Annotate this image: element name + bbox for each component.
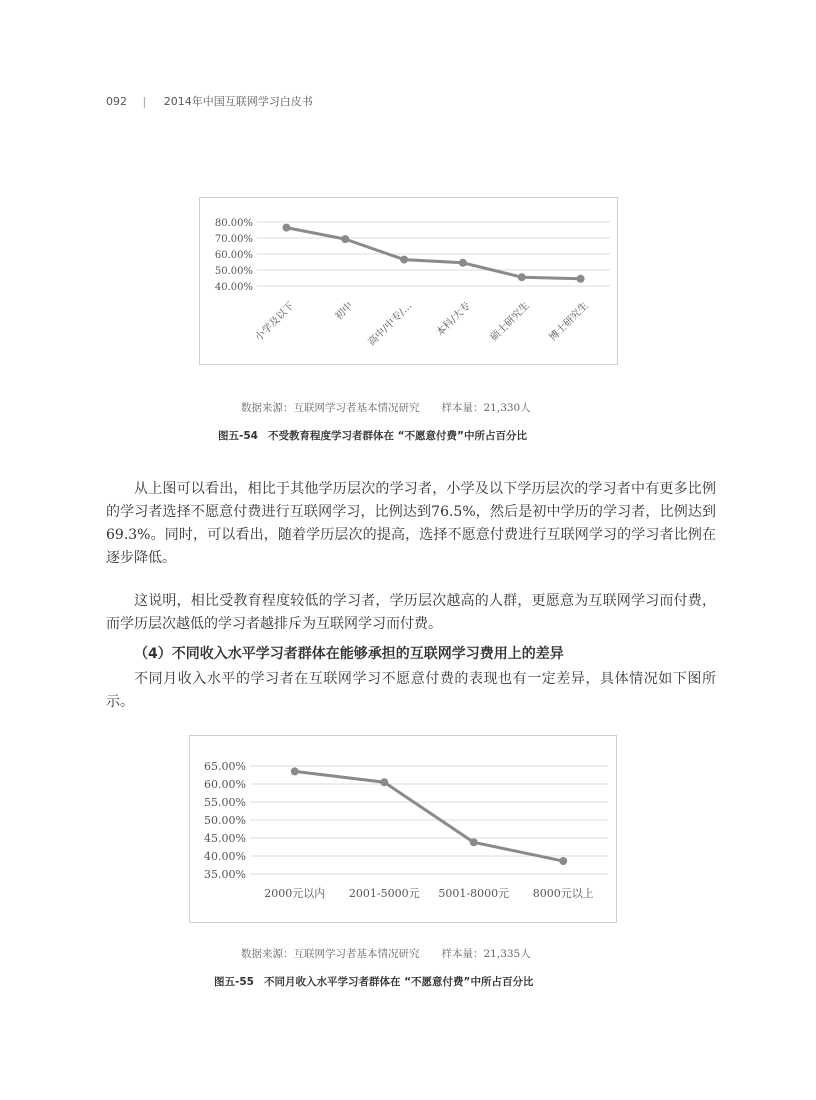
chart1-series-line bbox=[286, 228, 580, 279]
chart1-xtick-label: 硕士研究生 bbox=[488, 300, 532, 344]
chart2-caption-text: 不同月收入水平学习者群体在 “不愿意付费”中所占百分比 bbox=[263, 976, 534, 988]
chart2-data-point bbox=[380, 778, 388, 786]
paragraph-3: 不同月收入水平的学习者在互联网学习不愿意付费的表现也有一定差异，具体情况如下图所示。 bbox=[106, 671, 716, 710]
chart2-ytick-label: 45.00% bbox=[204, 832, 246, 845]
book-title: 2014年中国互联网学习白皮书 bbox=[163, 95, 313, 108]
chart2-sample-label: 样本量：21,335人 bbox=[441, 948, 531, 960]
chart2-ytick-label: 55.00% bbox=[204, 796, 246, 809]
chart1-source bbox=[241, 400, 531, 415]
chart2-xtick-label: 2000元以内 bbox=[264, 887, 326, 900]
income-chart bbox=[189, 735, 617, 923]
chart1-caption-number: 图五-54 bbox=[218, 430, 258, 442]
chart1-caption-text: 不受教育程度学习者群体在 “不愿意付费”中所占百分比 bbox=[267, 430, 527, 442]
chart2-ytick-label: 50.00% bbox=[204, 814, 246, 827]
chart2-source bbox=[241, 946, 531, 961]
chart1-data-point bbox=[459, 259, 467, 267]
chart2-ytick-label: 60.00% bbox=[204, 778, 246, 791]
chart2-data-point bbox=[470, 838, 478, 846]
chart2-caption bbox=[214, 974, 533, 989]
chart1-ytick-label: 80.00% bbox=[214, 218, 253, 229]
chart1-ytick-label: 50.00% bbox=[214, 266, 253, 277]
chart1-ytick-label: 70.00% bbox=[214, 234, 253, 245]
chart1-xtick-label: 博士研究生 bbox=[547, 300, 591, 344]
chart1-data-point bbox=[341, 235, 349, 243]
chart1-ytick-label: 60.00% bbox=[214, 250, 253, 261]
paragraph-2: 这说明，相比受教育程度较低的学习者，学历层次越高的人群，更愿意为互联网学习而付费，而学历层次越低的学习者越排斥为互联网学习而付费。 bbox=[106, 593, 716, 632]
education-chart bbox=[199, 197, 618, 365]
chart1-xtick-label: 高中/中专/… bbox=[366, 300, 415, 349]
chart1-data-point bbox=[518, 273, 526, 281]
chart1-xtick-label: 初中 bbox=[333, 300, 356, 323]
chart1-data-point bbox=[282, 224, 290, 232]
chart1-data-point bbox=[400, 256, 408, 264]
chart1-data-point bbox=[577, 275, 585, 283]
chart1-xtick-label: 本科/大专 bbox=[434, 300, 474, 339]
section-heading: （4）不同收入水平学习者群体在能够承担的互联网学习费用上的差异 bbox=[134, 646, 564, 662]
page-number: 092 bbox=[106, 95, 127, 108]
chart1-sample-label: 样本量：21,330人 bbox=[441, 402, 531, 414]
chart2-series-line bbox=[295, 771, 564, 861]
page-header bbox=[106, 93, 313, 109]
chart2-caption-number: 图五-55 bbox=[214, 976, 254, 988]
chart1-xtick-label: 小学及以下 bbox=[253, 300, 297, 344]
chart2-ytick-label: 40.00% bbox=[204, 850, 246, 863]
chart1-ytick-label: 40.00% bbox=[214, 282, 253, 293]
education-chart-svg bbox=[200, 198, 617, 364]
chart2-xtick-label: 2001-5000元 bbox=[348, 887, 420, 900]
chart1-source-label: 数据来源：互联网学习者基本情况研究 bbox=[241, 402, 420, 414]
chart2-ytick-label: 65.00% bbox=[204, 760, 246, 773]
header-separator: | bbox=[142, 95, 147, 108]
paragraph-1: 从上图可以看出，相比于其他学历层次的学习者，小学及以下学历层次的学习者中有更多比例的学习者选择不愿意付费进行互联网学习，比例达到76.5%，然后是初中学历的学习者，比例达到69.3%。同时，可以看出，随着学历层次的提高，选择不愿意付费进行互联网学习的学习者比例在逐步降低。 bbox=[106, 481, 716, 566]
chart2-source-label: 数据来源：互联网学习者基本情况研究 bbox=[241, 948, 420, 960]
chart2-ytick-label: 35.00% bbox=[204, 868, 246, 881]
chart2-xtick-label: 8000元以上 bbox=[532, 887, 594, 900]
chart2-data-point bbox=[559, 857, 567, 865]
chart2-data-point bbox=[291, 767, 299, 775]
chart1-caption bbox=[218, 428, 527, 443]
income-chart-svg bbox=[190, 736, 616, 922]
chart2-xtick-label: 5001-8000元 bbox=[438, 887, 510, 900]
